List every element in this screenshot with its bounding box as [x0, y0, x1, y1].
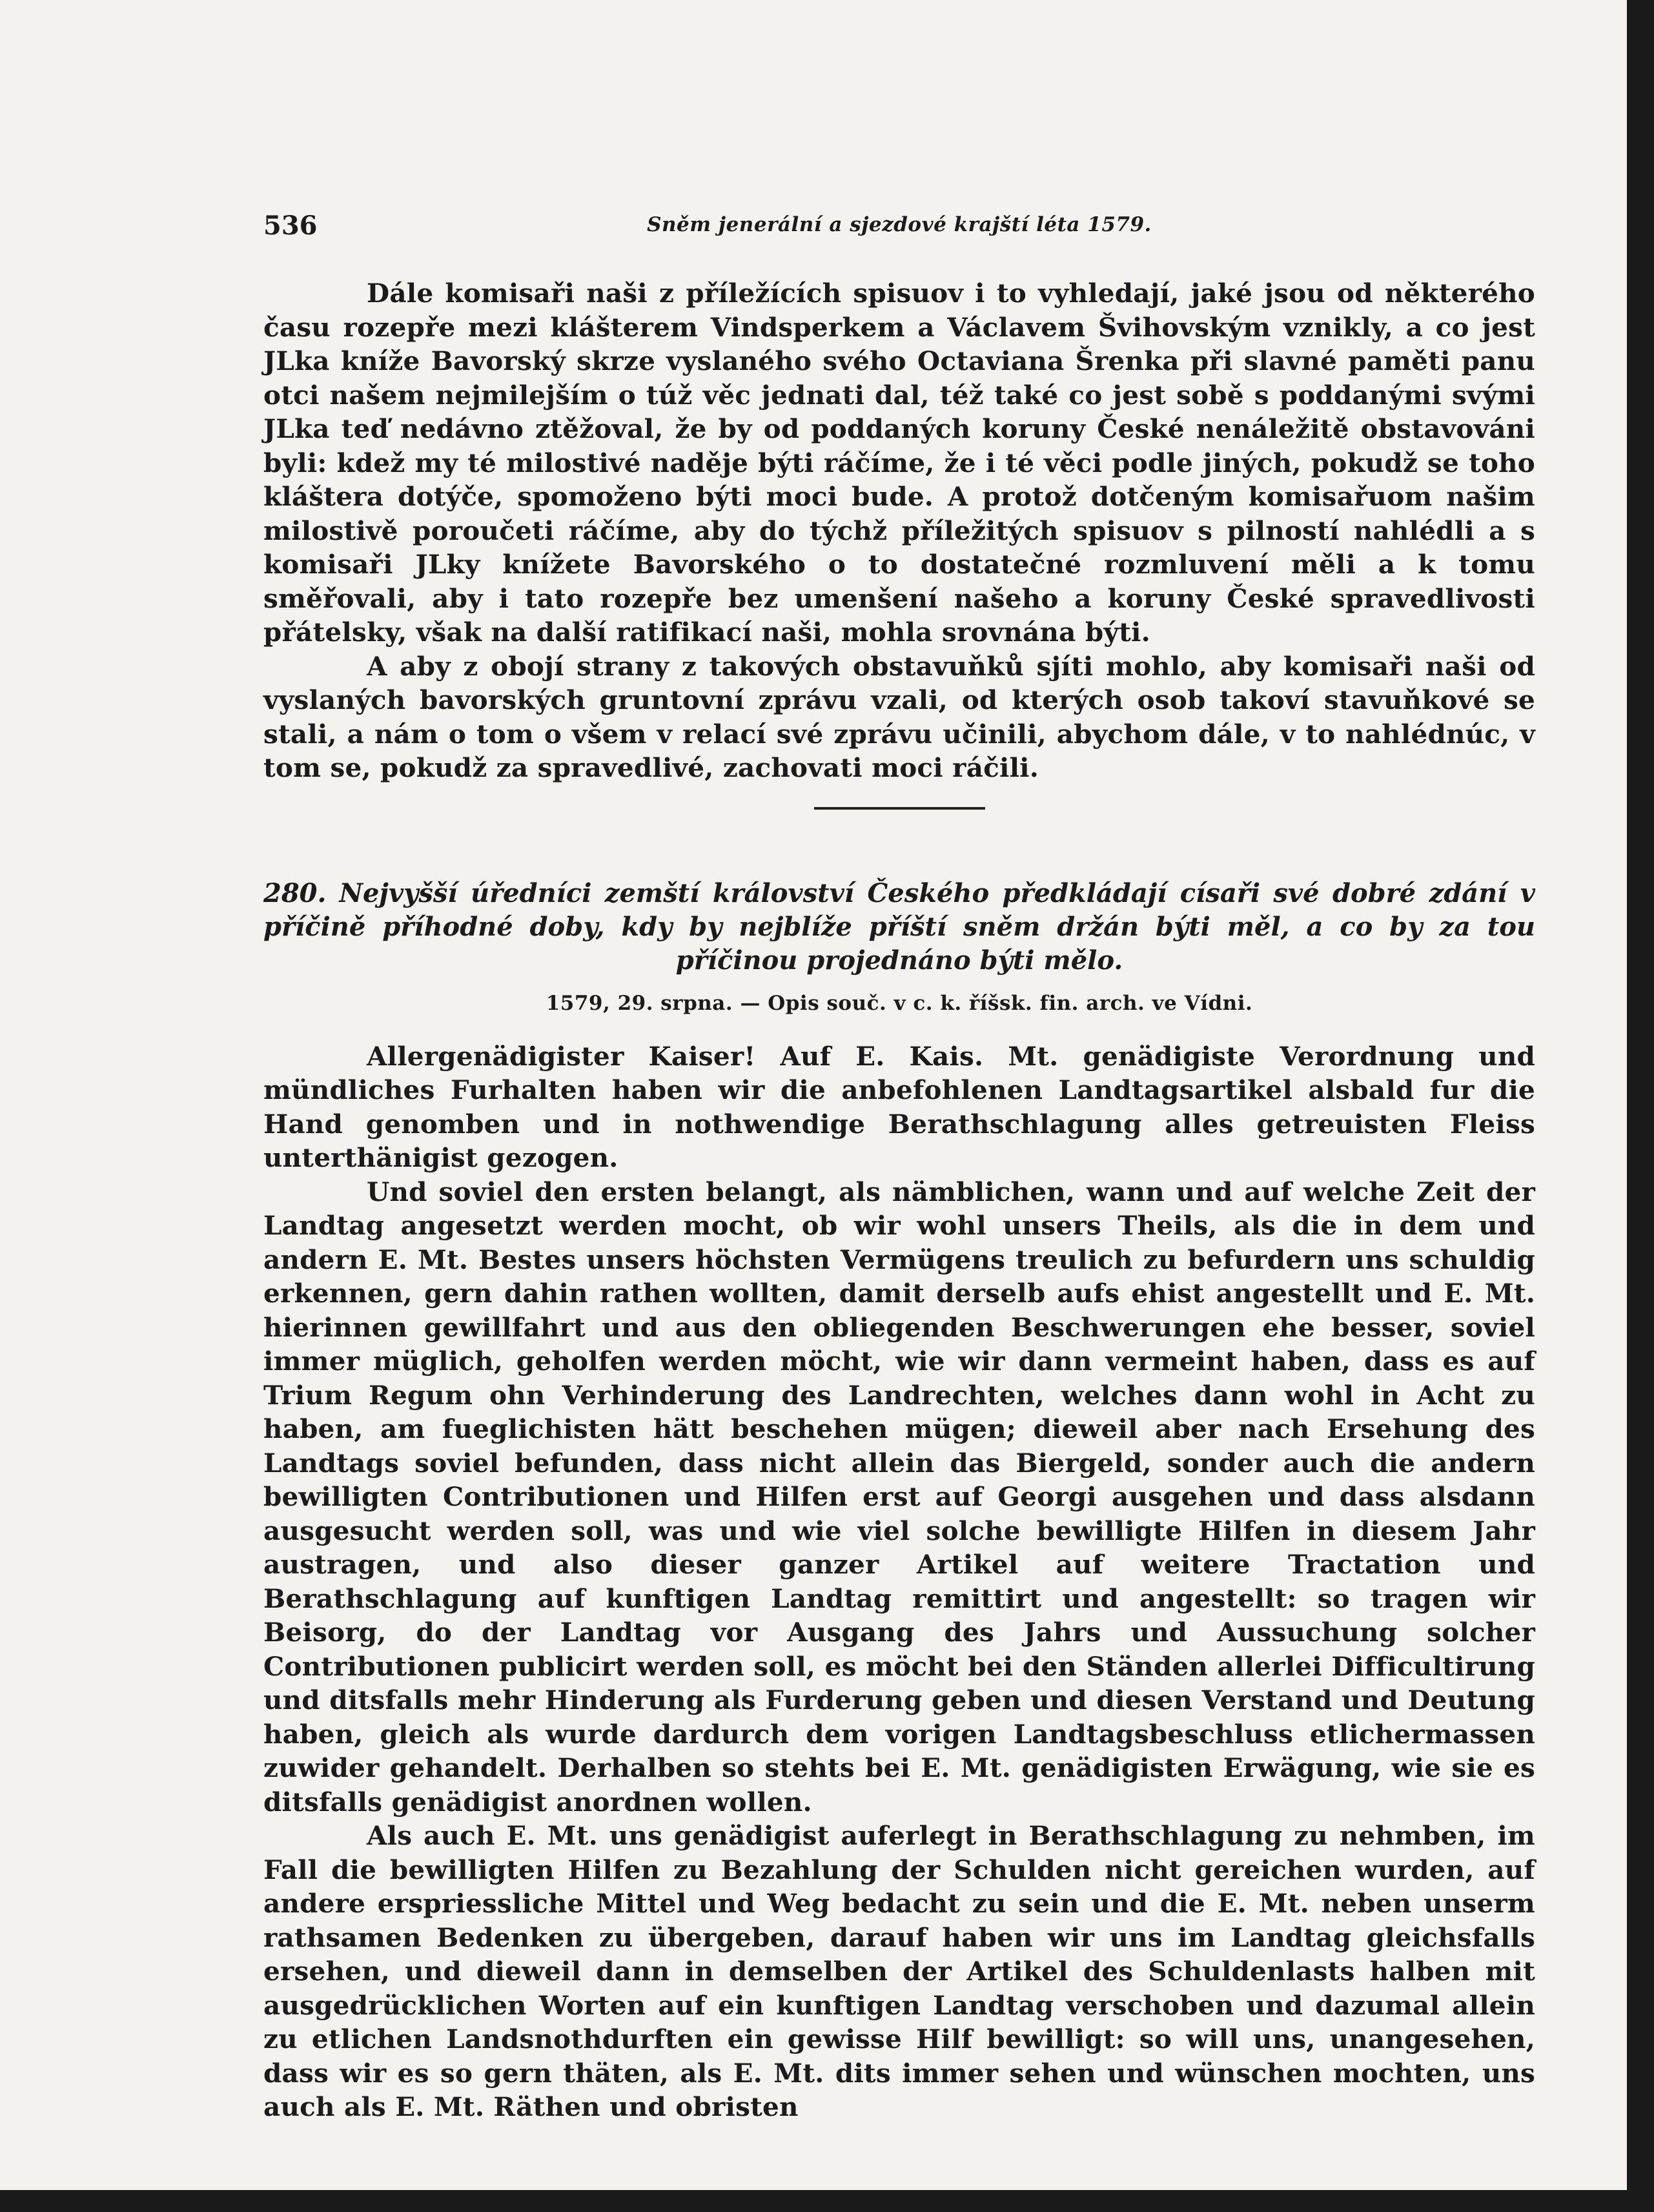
document-source: 1579, 29. srpna. — Opis souč. v c. k. říšsk. fin. arch. ve Vídni.: [546, 991, 1253, 1015]
running-title: Sněm jenerální a sjezdové krajští léta 1579.: [647, 213, 1152, 236]
scan-border-right: [1627, 0, 1654, 2212]
scan-border-bottom: [0, 2190, 1654, 2212]
czech-paragraph-1: Dále komisaři naši z příležících spisuov i to vyhledají, jaké jsou od některého času rozepře mezi klášterem Vindsperkem a Václavem Švihovským vznikly, a co jest JLka kníže Bavorský skrze vyslaného svého Octaviana Šrenka při slavné paměti panu otci našem nejmilejším o túž věc jednati dal, též také co jest sobě s poddanými svými JLka teď nedávno ztěžoval, že by od poddaných koruny České nenáležitě obstavováni byli: kdež my té milostivé naděje býti ráčíme, že i té věci podle jiných, pokudž se toho kláštera dotýče, spomoženo býti moci bude. A protož dotčeným komisařuom našim milostivě poroučeti ráčíme, aby do týchž příležitých spisuov s pilností nahlédli a s komisaři JLky knížete Bavorského o to dostatečné rozmluvení měli a k tomu směřovali, aby i tato rozepře bez umenšení našeho a koruny České spravedlivosti přátelsky, však na další ratifikací naši, mohla srovnána býti.: [263, 278, 1535, 648]
document-number: 280.: [263, 877, 327, 908]
german-paragraph-2: Und soviel den ersten belangt, als nämblichen, wann und auf welche Zeit der Landtag angesetzt werden mocht, ob wir wohl unsers Theils, als die in dem und andern E. Mt. Bestes unsers höchsten Vermügens treulich zu befurdern uns schuldig erkennen, gern dahin rathen wollten, damit derselb aufs ehist angestellt und E. Mt. hierinnen gewillfahrt und aus den obliegenden Beschwerungen ehe besser, soviel immer müglich, geholfen werden möcht, wie wir dann vermeint haben, dass es auf Trium Regum ohn Verhinderung des Landrechten, welches dann wohl in Acht zu haben, am fueglichisten hätt beschehen mügen; dieweil aber nach Ersehung des Landtags soviel befunden, dass nicht allein das Biergeld, sonder auch die andern bewilligten Contributionen und Hilfen erst auf Georgi ausgehen und dass alsdann ausgesucht werden soll, was und wie viel solche bewilligte Hilfen in diesem Jahr austragen, und also dieser ganzer Artikel auf weitere Tractation und Berathschlagung auf kunftigen Landtag remittirt und angestellt: so tragen wir Beisorg, do der Landtag vor Ausgang des Jahrs und Aussuchung solcher Contributionen publicirt werden soll, es möcht bei den Ständen allerlei Difficultirung und ditsfalls mehr Hinderung als Furderung geben und diesen Verstand und Deutung haben, gleich als wurde dardurch dem vorigen Landtagsbeschluss etlichermassen zuwider gehandelt. Derhalben so stehts bei E. Mt. genädigisten Erwägung, wie sie es ditsfalls genädigist anordnen wollen.: [263, 1176, 1535, 1818]
document-title: Nejvyšší úředníci zemští království Českého předkládají císaři své dobré zdání v příčině příhodné doby, kdy by nejblíže příští sněm držán býti měl, a co by za tou příčinou projednáno býti mělo.: [263, 877, 1535, 976]
document-heading: [263, 877, 1535, 978]
section-divider: [814, 807, 985, 810]
page-content: [263, 205, 1535, 2124]
german-paragraph-3: Als auch E. Mt. uns genädigist auferlegt in Berathschlagung zu nehmben, im Fall die bewilligten Hilfen zu Bezahlung der Schulden nicht gereichen wurden, auf andere erspriessliche Mittel und Weg bedacht zu sein und die E. Mt. neben unserm rathsamen Bedenken zu übergeben, darauf haben wir uns im Landtag gleichsfalls ersehen, und dieweil dann in demselben der Artikel des Schuldenlasts halben mit ausgedrücklichen Worten auf ein kunftigen Landtag verschoben und dazumal allein zu etlichen Landsnothdurften ein gewisse Hilf bewilligt: so will uns, unangesehen, dass wir es so gern thäten, als E. Mt. dits immer sehen und wünschen mochten, uns auch als E. Mt. Räthen und obristen: [263, 1820, 1535, 2122]
page-header: [263, 205, 1535, 247]
german-paragraph-1: Allergenädigister Kaiser! Auf E. Kais. Mt. genädigiste Verordnung und mündliches Furhalten haben wir die anbefohlenen Landtagsartikel alsbald fur die Hand genomben und in nothwendige Berathschlagung alles getreuisten Fleiss unterthänigist gezogen.: [263, 1040, 1535, 1173]
czech-paragraph-2: A aby z obojí strany z takových obstavuňků sjíti mohlo, aby komisaři naši od vyslaných bavorských gruntovní zprávu vzali, od kterých osob takoví stavuňkové se stali, a nám o tom o všem v relací své zprávu učinili, abychom dále, v to nahlédnúc, v tom se, pokudž za spravedlivé, zachovati moci ráčili.: [263, 650, 1535, 783]
page-number: 536: [263, 210, 318, 241]
